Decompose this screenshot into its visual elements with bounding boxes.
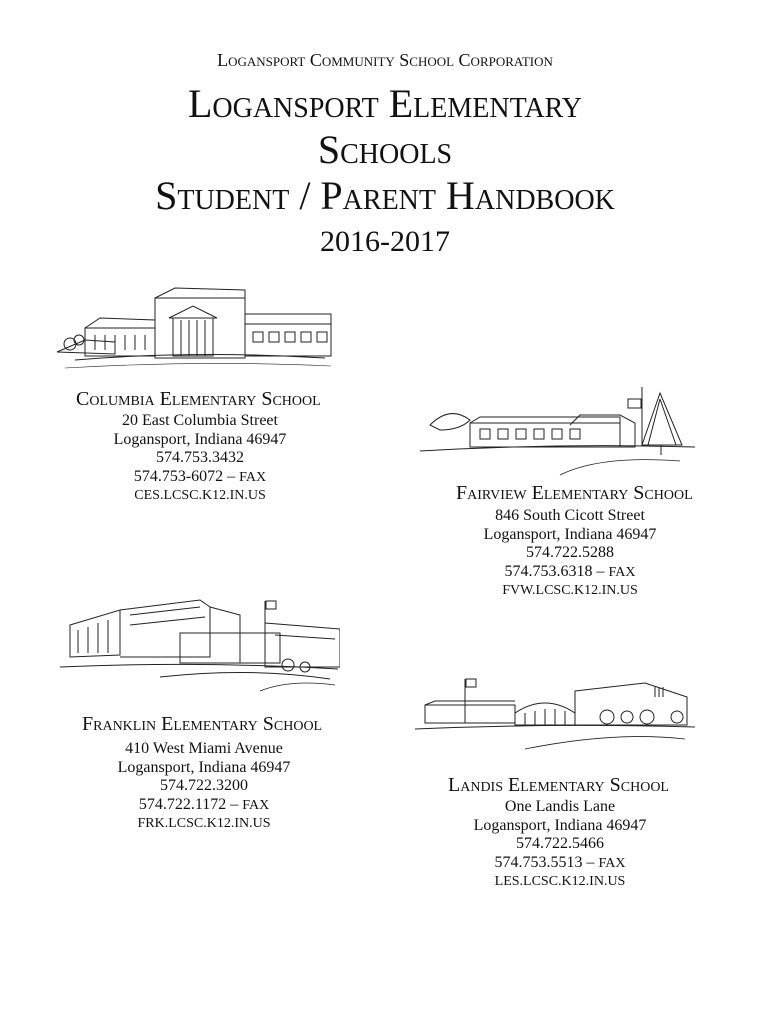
columbia-fax — [100, 468, 300, 488]
landis-school-name: Landis Elementary School — [448, 774, 669, 796]
fairview-fax — [470, 563, 670, 583]
columbia-school-name: Columbia Elementary School — [76, 388, 321, 410]
franklin-building-drawing — [60, 595, 340, 695]
landis-website: LES.LCSC.K12.IN.US — [494, 874, 626, 889]
franklin-city: Logansport, Indiana 46947 — [117, 758, 291, 776]
fairview-city: Logansport, Indiana 46947 — [483, 525, 657, 543]
franklin-phone: 574.722.3200 — [160, 777, 248, 794]
title-line-3: Student / Parent Handbook — [155, 173, 615, 218]
columbia-fax-label: FAX — [239, 469, 267, 485]
franklin-address-block — [104, 740, 304, 834]
franklin-fax-number: 574.722.1172 – — [138, 795, 239, 813]
fairview-phone: 574.722.5288 — [526, 544, 614, 561]
fairview-building-drawing — [420, 385, 700, 480]
landis-fax-number: 574.753.5513 – — [494, 853, 595, 871]
franklin-website: FRK.LCSC.K12.IN.US — [137, 816, 271, 831]
landis-street: One Landis Lane — [504, 798, 616, 815]
school-year: 2016-2017 — [320, 225, 450, 258]
columbia-city: Logansport, Indiana 46947 — [113, 430, 287, 448]
landis-city: Logansport, Indiana 46947 — [473, 816, 647, 834]
landis-address-block — [460, 798, 660, 892]
title-line-1: Logansport Elementary — [187, 81, 583, 126]
columbia-website: CES.LCSC.K12.IN.US — [134, 488, 266, 503]
franklin-fax-label: FAX — [242, 797, 270, 813]
landis-fax-label: FAX — [598, 855, 626, 871]
fairview-school-name: Fairview Elementary School — [456, 482, 693, 504]
franklin-school-name: Franklin Elementary School — [82, 713, 323, 735]
franklin-fax — [104, 796, 304, 816]
landis-phone: 574.722.5466 — [516, 835, 604, 852]
title-line-2: Schools — [317, 127, 453, 172]
fairview-fax-label: FAX — [608, 564, 636, 580]
columbia-building-drawing — [55, 280, 335, 375]
columbia-address-block — [100, 412, 300, 506]
fairview-street: 846 South Cicott Street — [495, 507, 645, 524]
fairview-website: FVW.LCSC.K12.IN.US — [502, 583, 638, 598]
columbia-street: 20 East Columbia Street — [122, 412, 278, 429]
landis-building-drawing — [415, 673, 700, 753]
landis-fax — [460, 854, 660, 874]
columbia-phone: 574.753.3432 — [156, 449, 244, 466]
corporation-name: Logansport Community School Corporation — [217, 50, 553, 70]
columbia-fax-number: 574.753-6072 – — [133, 467, 236, 485]
fairview-fax-number: 574.753.6318 – — [504, 562, 605, 580]
franklin-street: 410 West Miami Avenue — [125, 740, 283, 757]
fairview-address-block — [470, 507, 670, 601]
